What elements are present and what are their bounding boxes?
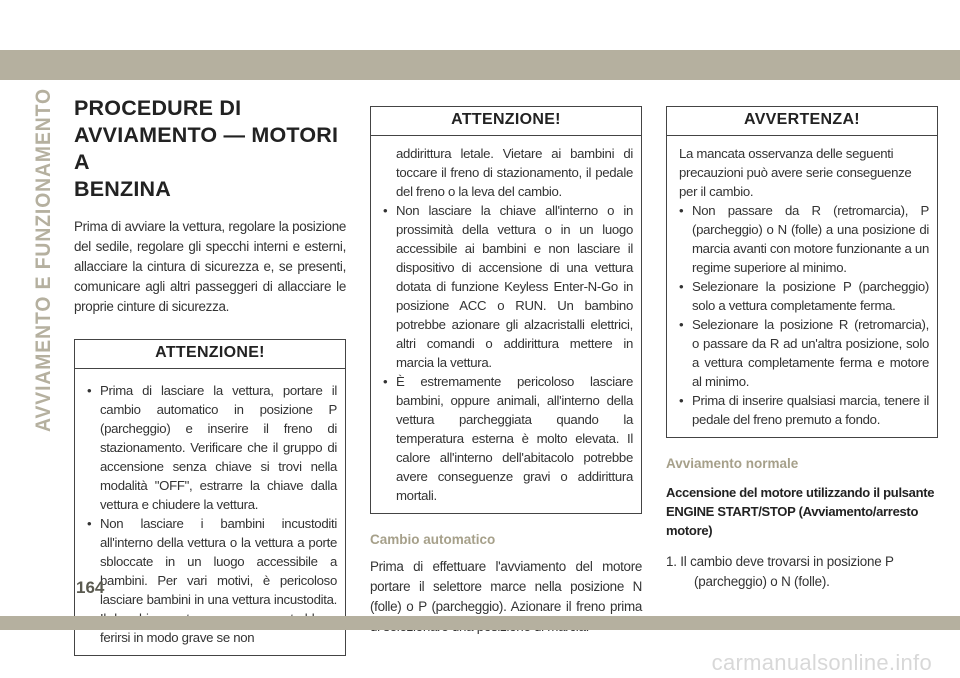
warning-list — [87, 381, 337, 647]
caution-box-heading: AVVERTENZA! — [667, 107, 937, 136]
bottom-band — [0, 616, 960, 630]
caution-bullet: • Selezionare la posizione R (retromarcia), o passare da R ad un'altra posizione, solo a vettura completamente ferma e motore al minimo. — [679, 315, 929, 391]
warning-box-heading: ATTENZIONE! — [371, 107, 641, 136]
caution-bullet: • Prima di inserire qualsiasi marcia, tenere il pedale del freno premuto a fondo. — [679, 391, 929, 429]
caution-list — [679, 201, 929, 429]
section-subheading: Cambio automatico — [370, 532, 496, 547]
left-column — [74, 95, 346, 656]
caution-bullet: • Non passare da R (retromarcia), P (parcheggio) o N (folle) a una posizione di marcia avanti con motore funzionante a un regime superiore al minimo. — [679, 201, 929, 277]
warning-bullet: • Prima di lasciare la vettura, portare il cambio automatico in posizione P (parcheggio) e inserire il freno di stazionamento. Verificare che il gruppo di accensione senza chiave si trovi nella modalità "OFF", estrarre la chiave dalla vettura e chiudere la vettura. — [87, 381, 337, 514]
middle-column — [370, 106, 642, 637]
page-title-line: BENZINA — [74, 177, 171, 201]
warning-box-heading: ATTENZIONE! — [75, 340, 345, 369]
warning-box — [74, 339, 346, 656]
section-subheading: Avviamento normale — [666, 456, 799, 471]
caution-box — [666, 106, 938, 438]
warning-bullet: • Non lasciare la chiave all'interno o in prossimità della vettura o in un luogo accessibile ai bambini e non lasciare il dispositivo di accensione di una vettura dotata di funzione Keyless Enter-N-Go in posizione ACC o RUN. Un bambino potrebbe azionare gli alzacristalli elettrici, altri comandi o addirittura mettere in marcia la vettura. — [383, 201, 633, 372]
page-title-line: PROCEDURE DI — [74, 96, 242, 120]
section-side-tab — [22, 80, 62, 440]
warning-continuation: addirittura letale. Vietare ai bambini di toccare il freno di stazionamento, il pedale del freno o la leva del cambio. — [396, 146, 633, 199]
warning-bullet: • È estremamente pericoloso lasciare bambini, oppure animali, all'interno della vettura parcheggiata quando la temperatura esterna è molto elevata. Il calore all'interno dell'abitacolo potrebbe avere conseguenze gravi o addirittura mortali. — [383, 372, 633, 505]
section-side-tab-label: AVVIAMENTO E FUNZIONAMENTO — [32, 80, 55, 432]
watermark: carmanualsonline.info — [711, 650, 932, 675]
section-paragraph: Prima di effettuare l'avviamento del motore portare il selettore marce nella posizione N (folle) o P (parcheggio). Azionare il freno prima — [370, 559, 642, 614]
procedure-heading: Accensione del motore utilizzando il pulsante ENGINE START/STOP (Avviamento/arresto motore) — [666, 485, 935, 538]
page-title — [74, 95, 346, 203]
page-title-line: AVVIAMENTO — MOTORI A — [74, 123, 339, 174]
caution-intro: La mancata osservanza delle seguenti precauzioni può avere serie conseguenze per il cambio. — [679, 146, 912, 199]
warning-box-continued — [370, 106, 642, 514]
right-column — [666, 106, 938, 592]
procedure-step: 1. Il cambio deve trovarsi in posizione P (parcheggio) o N (folle). — [666, 554, 894, 589]
warning-list — [383, 201, 633, 505]
page-number: 164 — [76, 578, 105, 597]
intro-paragraph: Prima di avviare la vettura, regolare la posizione del sedile, regolare gli specchi interni e esterni, allacciare la cintura di sicurezza e, se presenti, comunicare agli altri passeggeri di allacciare le proprie cinture di sicurezza. — [74, 219, 346, 314]
caution-bullet: • Selezionare la posizione P (parcheggio) solo a vettura completamente ferma. — [679, 277, 929, 315]
warning-bullet: • Non lasciare i bambini incustoditi all'interno della vettura o la vettura a porte sbloccate in un luogo accessibile a bambini. Per vari motivi, è pericoloso lasciare bambini in una vettura incustodita. ferirsi in modo grave se non — [87, 514, 337, 647]
top-band — [0, 50, 960, 80]
